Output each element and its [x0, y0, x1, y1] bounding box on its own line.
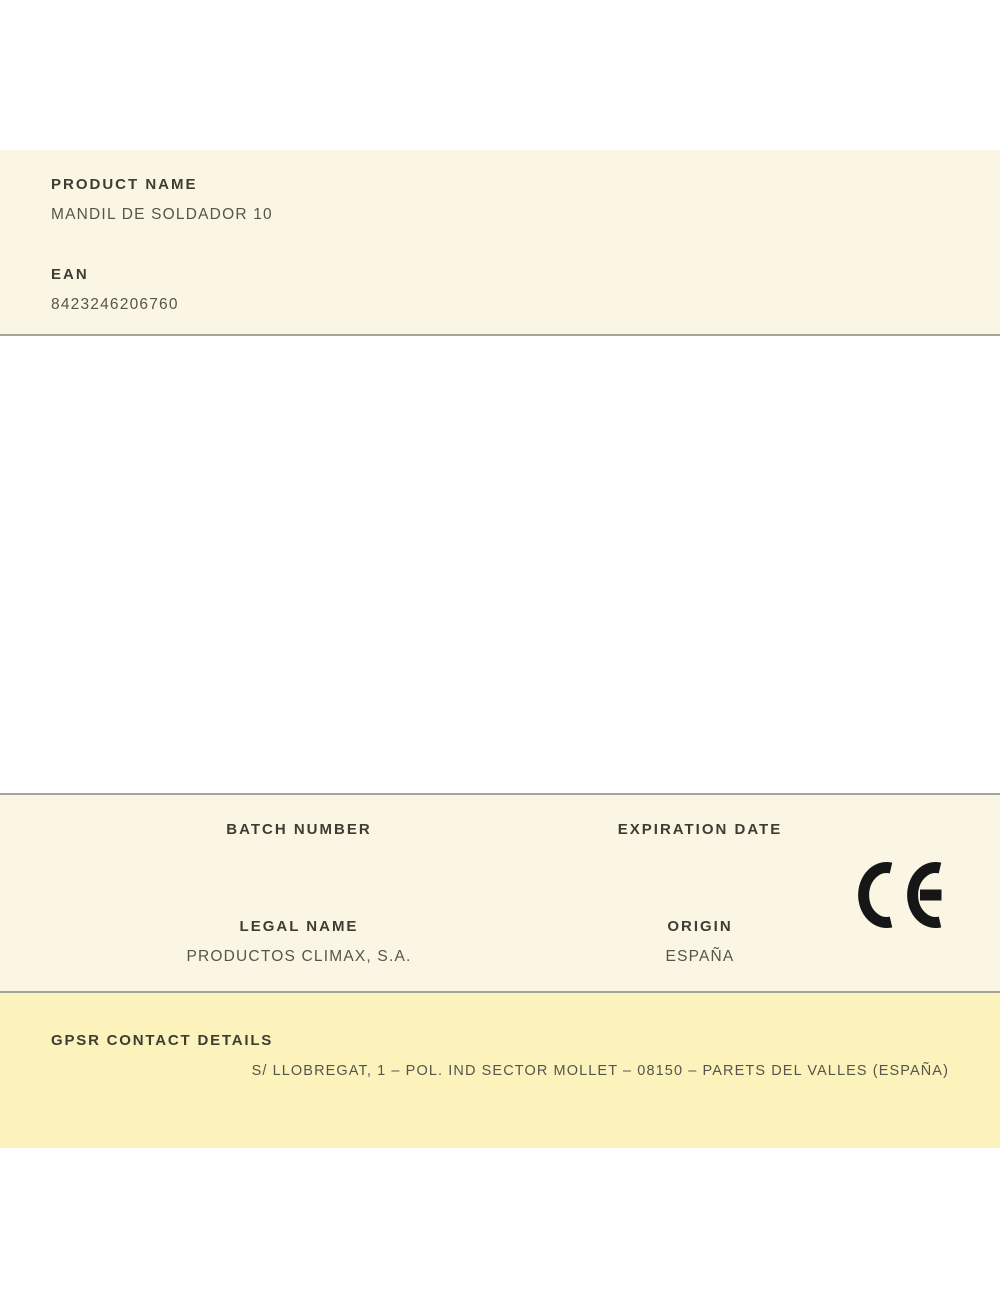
gpsr-contact-section — [0, 993, 1000, 1148]
origin-label: ORIGIN — [667, 918, 733, 935]
product-info-section — [0, 150, 1000, 336]
ean-value: 8423246206760 — [51, 296, 179, 313]
expiration-date-field — [500, 820, 900, 849]
ean-label: EAN — [51, 266, 89, 283]
batch-details-section — [0, 793, 1000, 993]
legal-name-value: PRODUCTOS CLIMAX, S.A. — [186, 948, 412, 965]
expiration-date-label: EXPIRATION DATE — [617, 821, 783, 838]
top-whitespace — [0, 0, 1000, 150]
product-name-label: PRODUCT NAME — [51, 176, 198, 193]
product-name-field — [51, 175, 949, 225]
batch-number-label: BATCH NUMBER — [226, 821, 372, 838]
gpsr-contact-address: S/ LLOBREGAT, 1 – POL. IND SECTOR MOLLET – 08150 – PARETS DEL VALLES (ESPAÑA) — [251, 1063, 949, 1079]
origin-value: ESPAÑA — [665, 948, 735, 965]
origin-field — [500, 917, 900, 967]
legal-name-label: LEGAL NAME — [239, 918, 359, 935]
ce-marking-icon — [858, 862, 942, 928]
ean-field — [51, 265, 949, 315]
product-name-value: MANDIL DE SOLDADOR 10 — [51, 206, 273, 223]
gpsr-contact-title: GPSR CONTACT DETAILS — [51, 1032, 274, 1049]
middle-whitespace — [0, 336, 1000, 793]
